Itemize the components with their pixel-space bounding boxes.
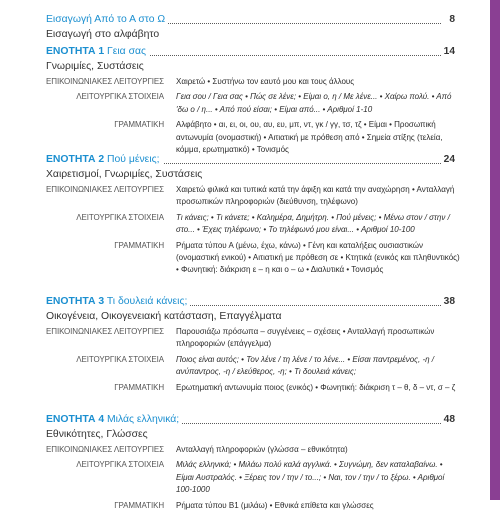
row-label: ΓΡΑΜΜΑΤΙΚΗ bbox=[114, 120, 164, 130]
row-label: ΛΕΙΤΟΥΡΓΙΚΑ ΣΤΟΙΧΕΙΑ bbox=[76, 354, 164, 364]
row-text: Ανταλλαγή πληροφοριών (γλώσσα – εθνικότητα) bbox=[176, 445, 348, 454]
row-label: ΕΠΙΚΟΙΝΩΝΙΑΚΕΣ ΛΕΙΤΟΥΡΓΙΕΣ bbox=[46, 185, 164, 194]
row-label: ΕΠΙΚΟΙΝΩΝΙΑΚΕΣ ΛΕΙΤΟΥΡΓΙΕΣ bbox=[46, 445, 164, 454]
unit-heading bbox=[46, 413, 461, 427]
unit-heading bbox=[46, 295, 461, 309]
row-label: ΓΡΑΜΜΑΤΙΚΗ bbox=[114, 382, 164, 392]
unit-page-number: 14 bbox=[441, 45, 455, 59]
content-row bbox=[46, 240, 461, 277]
row-text: Ρήματα τύπου Α (μένω, έχω, κάνω) • Γένη και καταλήξεις ουσιαστικών (ονομαστική ενικού) • Αιτιατική με πρόθεση σε • Κτητικά (ενικός και πληθυντικός) • Φωνητική: διάκριση ε – η και ο – ω • Διαλυτικά • Τονισμός bbox=[176, 240, 460, 275]
row-label: ΛΕΙΤΟΥΡΓΙΚΑ ΣΤΟΙΧΕΙΑ bbox=[76, 460, 164, 470]
unit-label: ΕΝΟΤΗΤΑ 1 bbox=[46, 46, 105, 57]
intro-subtitle: Εισαγωγή στο αλφάβητο bbox=[46, 29, 160, 40]
unit-label: ΕΝΟΤΗΤΑ 2 bbox=[46, 154, 105, 165]
unit-title: Μιλάς ελληνικά; bbox=[107, 414, 180, 425]
content-row bbox=[46, 184, 461, 209]
content-row bbox=[46, 500, 461, 512]
row-label: ΛΕΙΤΟΥΡΓΙΚΑ ΣΤΟΙΧΕΙΑ bbox=[76, 212, 164, 222]
row-text: Χαιρετώ φιλικά και τυπικά κατά την άφιξη και κατά την αναχώρηση • Ανταλλαγή προσωπικών πληροφοριών (διεύθυνση, τηλέφωνο) bbox=[176, 185, 455, 207]
intro-section bbox=[46, 13, 461, 41]
unit-title: Τι δουλειά κάνεις; bbox=[106, 296, 188, 307]
unit-3-section bbox=[46, 295, 461, 397]
row-text: Παρουσιάζω πρόσωπα – συγγένειες – σχέσεις • Ανταλλαγή προσωπικών πληροφοριών (επάγγελμα) bbox=[176, 327, 435, 349]
row-text: Τι κάνεις; • Τι κάνετε; • Καλημέρα, Δημήτρη. • Πού μένεις; • Μένω στον / στην / στο... • Έχεις τηλέφωνο; • Το τηλέφωνό μου είναι... • Αριθμοί 10-100 bbox=[176, 212, 450, 235]
row-label: ΓΡΑΜΜΑΤΙΚΗ bbox=[114, 500, 164, 510]
content-row bbox=[46, 119, 461, 156]
unit-heading bbox=[46, 153, 461, 167]
side-color-tab bbox=[490, 0, 500, 500]
unit-subtitle: Εθνικότητες, Γλώσσες bbox=[46, 429, 148, 440]
intro-page-number: 8 bbox=[446, 13, 455, 27]
intro-heading bbox=[46, 13, 461, 27]
unit-2-section bbox=[46, 153, 461, 280]
unit-heading bbox=[46, 45, 461, 59]
row-label: ΕΠΙΚΟΙΝΩΝΙΑΚΕΣ ΛΕΙΤΟΥΡΓΙΕΣ bbox=[46, 77, 164, 86]
row-label: ΕΠΙΚΟΙΝΩΝΙΑΚΕΣ ΛΕΙΤΟΥΡΓΙΕΣ bbox=[46, 327, 164, 336]
unit-page-number: 38 bbox=[441, 295, 455, 309]
row-text: Ποιος είναι αυτός; • Τον λένε / τη λένε / το λένε... • Είσαι παντρεμένος, -η / ανύπαντρος, -η / ελεύθερος, -η; • Τι δουλειά κάνεις; bbox=[176, 354, 435, 377]
unit-title: Γεια σας bbox=[107, 46, 147, 57]
content-row bbox=[46, 354, 461, 379]
content-row bbox=[46, 382, 461, 394]
row-text: Χαιρετώ • Συστήνω τον εαυτό μου και τους άλλους bbox=[176, 77, 355, 86]
intro-label: Εισαγωγή bbox=[46, 14, 92, 25]
unit-title: Πού μένεις; bbox=[107, 154, 160, 165]
row-text: Μιλάς ελληνικά; • Μιλάω πολύ καλά αγγλικά. • Συγνώμη, δεν καταλαβαίνω. • Είμαι Αυστραλός. • Ξέρεις τον / την / το...; • Ναι, τον / την / το ξέρω. • Αριθμοί 100-1000 bbox=[176, 460, 445, 495]
row-text: Ερωτηματική αντωνυμία ποιος (ενικός) • Φωνητική: διάκριση τ – θ, δ – ντ, σ – ζ bbox=[176, 382, 456, 392]
unit-subtitle: Οικογένεια, Οικογενειακή κατάσταση, Επαγγέλματα bbox=[46, 311, 282, 322]
content-row bbox=[46, 326, 461, 351]
content-row bbox=[46, 444, 461, 456]
unit-page-number: 24 bbox=[441, 153, 455, 167]
unit-label: ΕΝΟΤΗΤΑ 3 bbox=[46, 296, 105, 307]
content-row bbox=[46, 91, 461, 116]
row-text: Ρήματα τύπου Β1 (μιλάω) • Εθνικά επίθετα και γλώσσες bbox=[176, 500, 374, 510]
unit-subtitle: Γνωριμίες, Συστάσεις bbox=[46, 61, 144, 72]
row-label: ΛΕΙΤΟΥΡΓΙΚΑ ΣΤΟΙΧΕΙΑ bbox=[76, 92, 164, 102]
content-row bbox=[46, 212, 461, 237]
unit-1-section bbox=[46, 45, 461, 159]
row-text: Αλφάβητο • αι, ει, οι, ου, αυ, ευ, μπ, ντ, γκ / γγ, τσ, τζ • Είμαι • Προσωπική αντωνυμία (ονομαστική) • Αιτιατική με πρόθεση από • Σημεία στίξης (τελεία, κόμμα, ερωτηματικό) • Τονισμός bbox=[176, 120, 443, 155]
content-row bbox=[46, 76, 461, 88]
content-row bbox=[46, 459, 461, 496]
intro-title: Από το Α στο Ω bbox=[94, 14, 166, 25]
unit-label: ΕΝΟΤΗΤΑ 4 bbox=[46, 414, 105, 425]
unit-page-number: 48 bbox=[441, 413, 455, 427]
row-text: Γεια σου / Γεια σας • Πώς σε λένε; • Είμαι ο, η / Με λένε... • Χαίρω πολύ. • Από 'δω ο / η... • Από πού είσαι; • Είμαι από... • Αριθμοί 1-10 bbox=[176, 92, 452, 114]
row-label: ΓΡΑΜΜΑΤΙΚΗ bbox=[114, 240, 164, 250]
unit-subtitle: Χαιρετισμοί, Γνωριμίες, Συστάσεις bbox=[46, 169, 203, 180]
